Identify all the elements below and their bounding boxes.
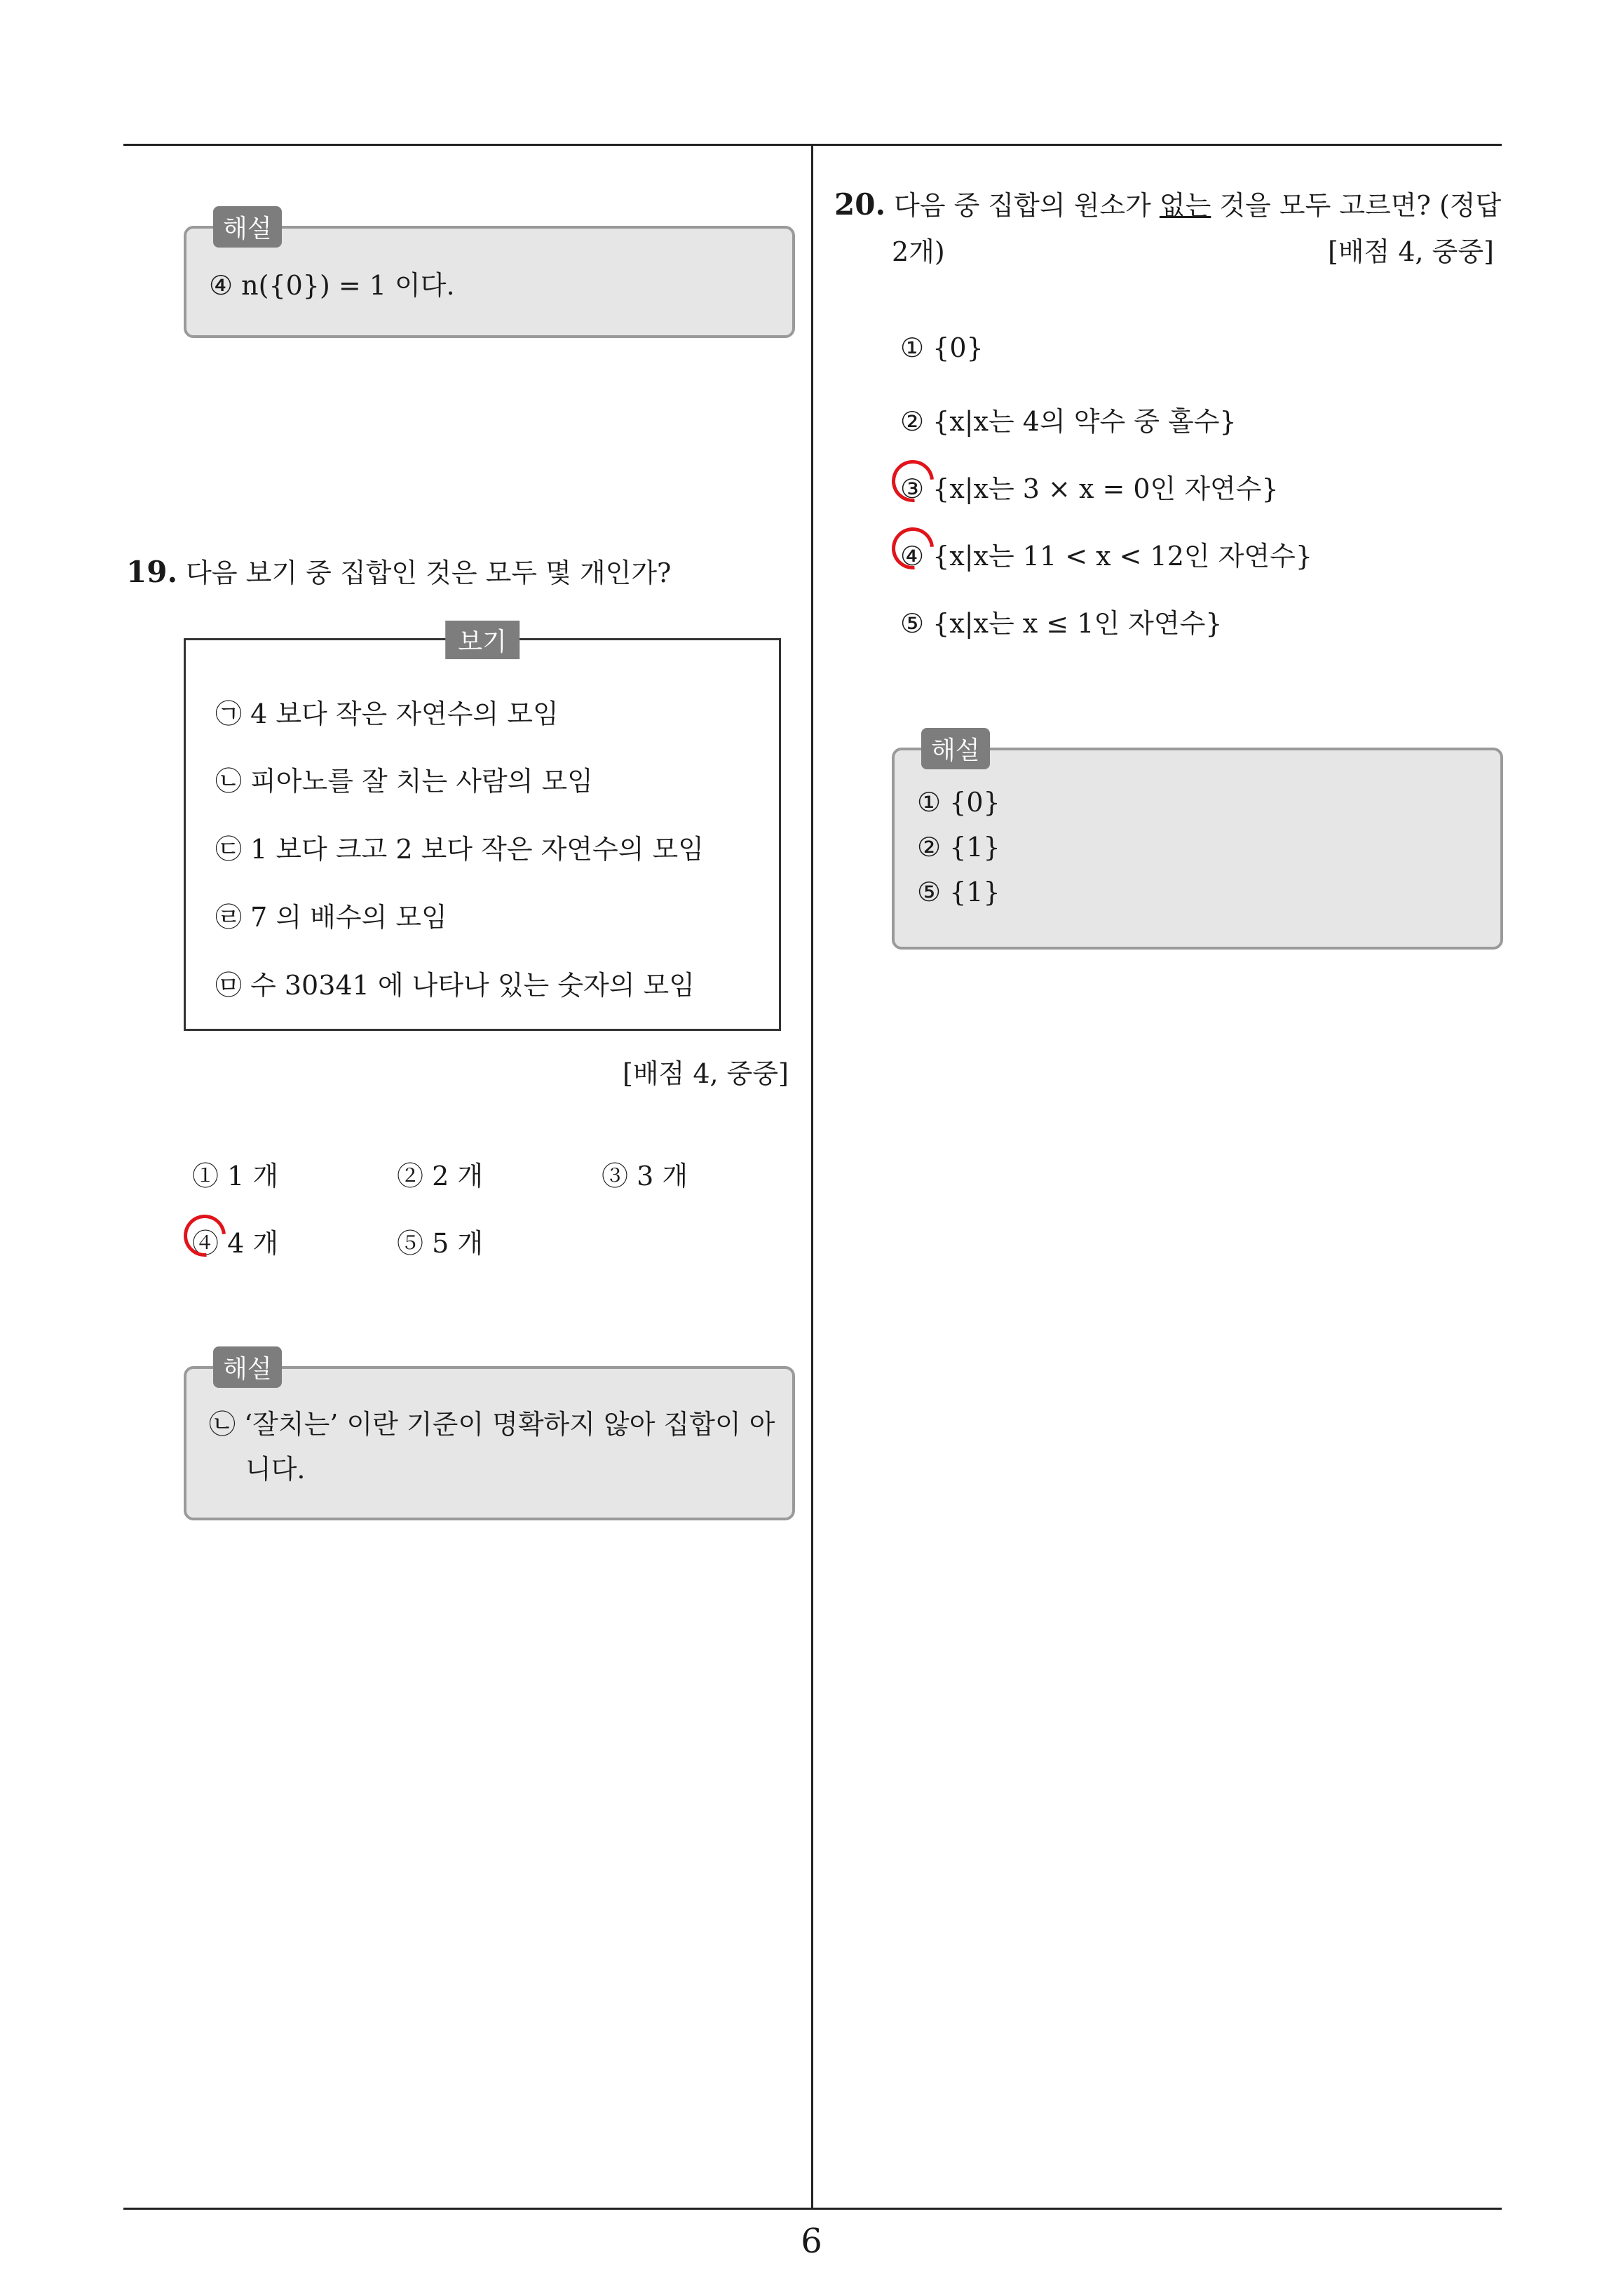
q20-option-1[interactable]: ① {0} [900,332,984,363]
question-20 [834,184,1501,222]
explanation-line: ㉡ ‘잘치는’ 이란 기준이 명확하지 않아 집합이 아 [209,1409,775,1440]
q20-option-3[interactable]: ③ {x|x는 3 × x = 0인 자연수} [900,473,1279,504]
q19-option-3[interactable]: ③ 3 개 [602,1161,688,1191]
explanation-tag: 해설 [213,1346,282,1388]
q19-explanation-box [184,1355,795,1520]
question-text: 다음 중 집합의 원소가 [894,190,1160,221]
q20-option-2[interactable]: ② {x|x는 4의 약수 중 홀수} [900,406,1237,437]
explanation-tag: 해설 [213,206,282,248]
explanation-line: ② {1} [917,832,1000,863]
bottom-rule [123,2208,1502,2210]
column-divider [811,146,813,2209]
question-number: 19. [126,555,178,589]
q19-option-2[interactable]: ② 2 개 [397,1161,484,1191]
explanation-tag: 해설 [921,728,990,769]
q19-option-4[interactable]: ④ 4 개 [192,1228,279,1259]
question-19 [126,551,671,590]
bogi-tag: 보기 [445,621,520,659]
bogi-item: ㉢ 1 보다 크고 2 보다 작은 자연수의 모임 [215,834,704,865]
bogi-item: ㉠ 4 보다 작은 자연수의 모임 [215,698,559,729]
bogi-item: ㉣ 7 의 배수의 모임 [215,902,447,933]
explanation-line: 니다. [245,1454,306,1485]
bogi-box [184,628,781,1031]
question-text-underlined: 없는 [1159,190,1211,221]
question-number: 20. [834,187,886,222]
bogi-item: ㉡ 피아노를 잘 치는 사람의 모임 [215,766,593,797]
q19-option-1[interactable]: ① 1 개 [192,1161,279,1191]
q19-score: [배점 4, 중중] [623,1058,789,1089]
explanation-line: ⑤ {1} [917,877,1000,907]
explanation-line: ① {0} [917,787,1000,818]
bogi-item: ㉤ 수 30341 에 나타나 있는 숫자의 모임 [215,970,695,1001]
q19-option-5[interactable]: ⑤ 5 개 [397,1228,484,1259]
q20-option-4[interactable]: ④ {x|x는 11 < x < 12인 자연수} [900,541,1312,572]
question-text-line2: 2개) [892,236,945,267]
q20-explanation-box [892,736,1503,950]
question-text: 것을 모두 고르면? (정답 [1211,190,1502,221]
q20-option-5[interactable]: ⑤ {x|x는 x ≤ 1인 자연수} [900,608,1223,639]
explanation-line: ④ n({0}) = 1 이다. [209,270,455,301]
question-text: 다음 보기 중 집합인 것은 모두 몇 개인가? [186,558,672,588]
q18-explanation-box [184,215,795,338]
q20-score: [배점 4, 중중] [1328,236,1494,267]
page-number: 6 [801,2222,822,2261]
